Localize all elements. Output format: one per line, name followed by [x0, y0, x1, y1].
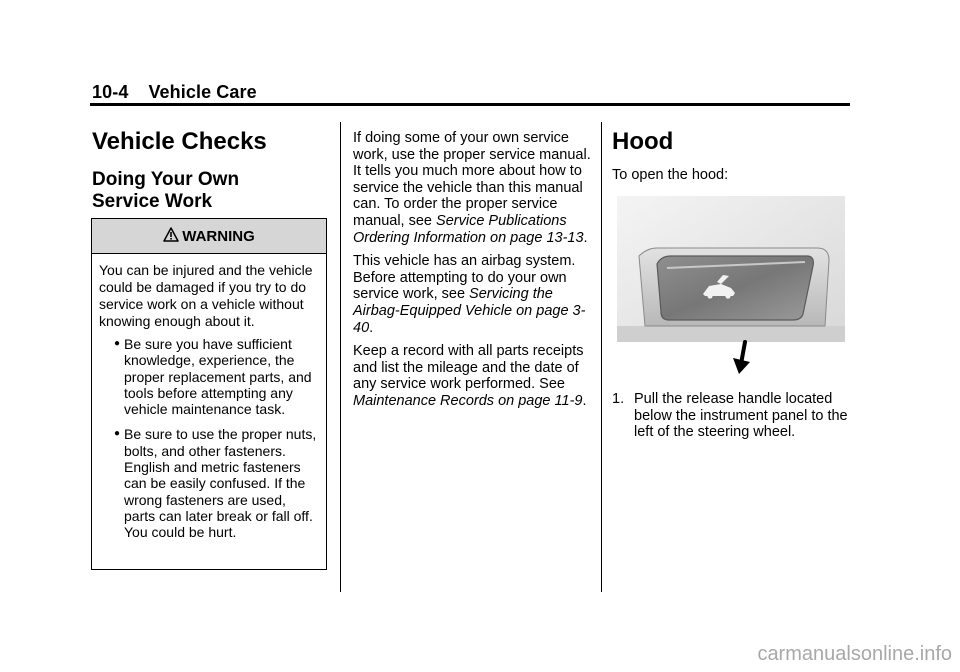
column-divider-1	[340, 122, 341, 592]
warning-bullet-list	[99, 336, 320, 541]
page-title: Vehicle Checks	[92, 128, 267, 155]
warning-bullet: ● Be sure you have sufficient knowledge, experience, the proper replacement parts, and tools before attempting any vehicle maintenance task.	[114, 336, 312, 418]
hood-intro: To open the hood:	[612, 167, 729, 183]
cross-reference-link[interactable]: Servicing the Airbag-Equipped Vehicle on page 3-40	[353, 286, 586, 336]
column-divider-2	[601, 122, 602, 592]
step-1	[612, 391, 848, 441]
bullet-icon: ●	[114, 338, 121, 349]
column-2	[353, 130, 593, 417]
warning-bullet: ● Be sure to use the proper nuts, bolts, and other fasteners. English and metric fasteners can be easily confused. If the wrong fasteners are used, parts can later break or fall off. You could be hurt.	[114, 426, 317, 541]
paragraph-airbag: This vehicle has an airbag system. Before attempting to do your own service work, see Servicing the Airbag-Equipped Vehicle on page 3-40.	[353, 253, 586, 336]
subtitle-line-1: Doing Your Own	[92, 169, 240, 190]
warning-triangle-icon	[163, 227, 182, 246]
cross-reference-link[interactable]: Service Publications Ordering Information on page 13-13	[353, 212, 584, 246]
warning-header	[92, 219, 326, 254]
header-rule	[90, 103, 850, 106]
cross-reference-link[interactable]: Maintenance Records on page 11-9	[353, 392, 583, 409]
section-heading-hood: Hood	[612, 128, 674, 155]
step-text: Pull the release handle located below the instrument panel to the left of the steering wheel.	[634, 391, 848, 441]
watermark: carmanualsonline.info	[757, 643, 952, 665]
column-3	[612, 128, 848, 191]
page-number: 10-4	[92, 82, 129, 102]
warning-label: WARNING	[182, 227, 255, 245]
warning-box	[91, 218, 327, 570]
warning-intro: You can be injured and the vehicle could be damaged if you try to do service work on a vehicle without knowing enough about it.	[99, 262, 313, 329]
page-header	[92, 82, 257, 103]
warning-body	[92, 254, 326, 541]
paragraph-records: Keep a record with all parts receipts and list the mileage and the date of any service work performed. See Maintenance Records on page 11-9.	[353, 343, 587, 409]
subtitle-line-2: Service Work	[92, 191, 213, 212]
hood-release-illustration	[617, 196, 845, 380]
bullet-icon: ●	[114, 428, 121, 440]
column-1	[92, 128, 332, 213]
step-number: 1.	[612, 391, 625, 407]
paragraph-service-manual: If doing some of your own service work, use the proper service manual. It tells you much more about how to service the vehicle than this manual can. To order the proper service manual, see Service Publications Ordering Information on page 13-13.	[353, 130, 591, 246]
section-title: Vehicle Care	[148, 82, 257, 102]
